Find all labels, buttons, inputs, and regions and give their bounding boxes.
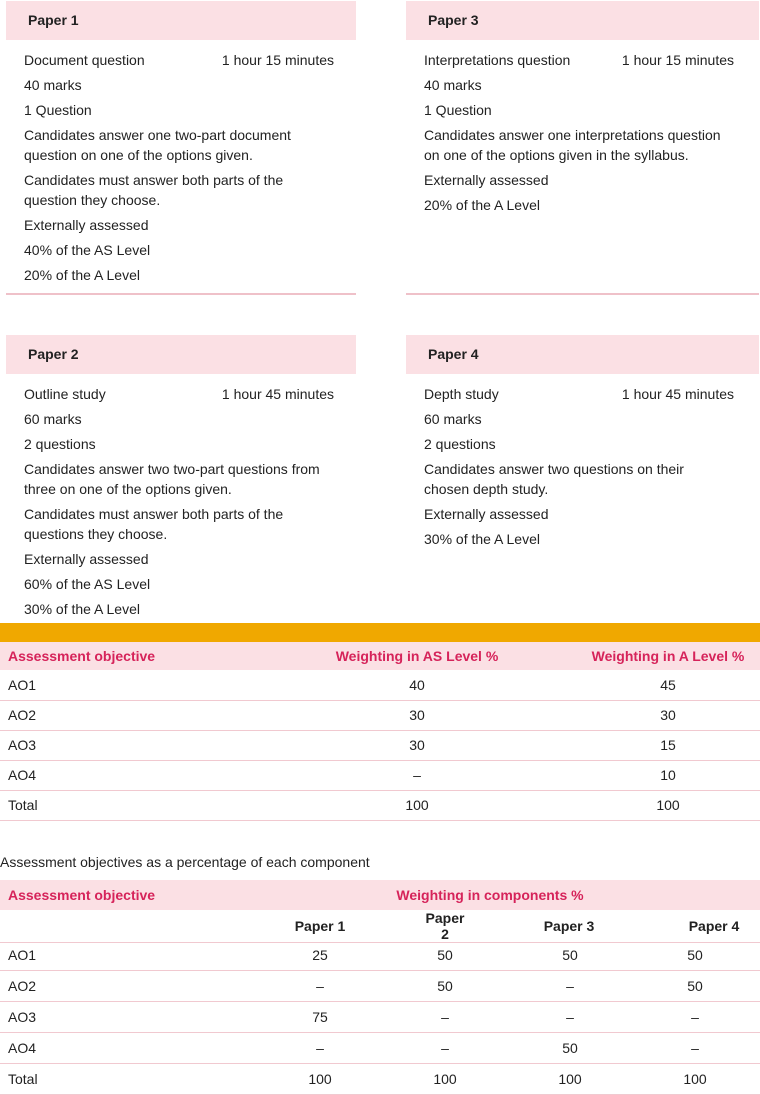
table-row xyxy=(0,670,760,700)
table-subheader-cell: Paper 4 xyxy=(668,910,760,943)
table-cell: AO4 xyxy=(0,760,258,790)
table-cell: Total xyxy=(0,790,258,820)
paper-type-row xyxy=(424,50,734,70)
table-cell: Total xyxy=(8,1071,38,1087)
table-row xyxy=(0,1002,760,1033)
paper-line: 2 questions xyxy=(24,436,96,452)
paper-line: 60% of the AS Level xyxy=(24,576,151,592)
paper-line: Externally assessed xyxy=(424,172,549,188)
paper-line: Externally assessed xyxy=(24,217,149,233)
paper-duration: 1 hour 15 minutes xyxy=(621,52,734,68)
paper-line: 1 Question xyxy=(24,102,92,118)
table-row xyxy=(0,790,760,820)
paper-line: Candidates must answer both parts of the questions they choose. xyxy=(24,506,284,542)
table-cell: 100 xyxy=(558,1071,582,1087)
table-cell: – xyxy=(258,760,576,790)
table-row xyxy=(0,730,760,760)
paper-title: Paper 1 xyxy=(6,1,356,40)
table-cell: – xyxy=(441,1040,449,1056)
table-header-cell: Weighting in A Level % xyxy=(576,642,760,670)
table-header-cell: Weighting in AS Level % xyxy=(258,642,576,670)
paper-type: Outline study xyxy=(24,386,106,402)
paper-2-box xyxy=(6,335,356,624)
paper-line: Candidates answer one two-part document question on one of the options given. xyxy=(24,127,291,163)
paper-line: 30% of the A Level xyxy=(24,601,140,617)
table-cell: 75 xyxy=(312,1009,328,1025)
table-header-cell: Weighting in components % xyxy=(220,880,760,910)
paper-type: Document question xyxy=(24,52,145,68)
table-cell: 100 xyxy=(258,790,576,820)
table-row xyxy=(0,700,760,730)
paper-line: 2 questions xyxy=(424,436,496,452)
paper-type-row xyxy=(24,50,334,70)
paper-1-box xyxy=(6,1,356,290)
table-cell: – xyxy=(566,1009,574,1025)
paper-line: 1 Question xyxy=(424,102,492,118)
table-cell: 30 xyxy=(258,700,576,730)
table-cell: 15 xyxy=(576,730,760,760)
table-cell: 10 xyxy=(576,760,760,790)
table-cell: – xyxy=(691,1040,699,1056)
table-cell: – xyxy=(441,1009,449,1025)
divider xyxy=(6,293,356,295)
table-cell: 30 xyxy=(576,700,760,730)
table-cell: AO2 xyxy=(0,700,258,730)
table-cell: 100 xyxy=(576,790,760,820)
table-cell: AO2 xyxy=(8,978,37,994)
table-cell: 100 xyxy=(433,1071,457,1087)
table-row xyxy=(0,1033,760,1064)
paper-duration: 1 hour 45 minutes xyxy=(621,386,734,402)
paper-line: 30% of the A Level xyxy=(424,531,540,547)
paper-line: 60 marks xyxy=(24,411,82,427)
paper-line: 60 marks xyxy=(424,411,482,427)
table-cell: – xyxy=(316,978,324,994)
table-subheader-cell: Paper 3 xyxy=(470,910,668,943)
paper-type: Depth study xyxy=(424,386,499,402)
table-header-row xyxy=(0,880,760,910)
table-subheader-row xyxy=(0,910,760,943)
component-weighting-table xyxy=(0,880,760,943)
component-table-body xyxy=(0,940,760,1095)
table-cell: 40 xyxy=(258,670,576,700)
table-header-cell: Assessment objective xyxy=(0,642,258,670)
paper-title: Paper 3 xyxy=(406,1,759,40)
paper-title: Paper 2 xyxy=(6,335,356,374)
table-cell: – xyxy=(566,978,574,994)
paper-line: Candidates must answer both parts of the question they choose. xyxy=(24,172,284,208)
table-cell: 50 xyxy=(437,978,453,994)
section-title: Assessment objectives as a percentage of each component xyxy=(0,854,370,870)
paper-line: Externally assessed xyxy=(424,506,549,522)
table-row xyxy=(0,760,760,790)
table-cell: 50 xyxy=(437,947,453,963)
table-row xyxy=(0,1064,760,1095)
table-cell: 100 xyxy=(683,1071,707,1087)
table-subheader-cell: Paper 2 xyxy=(420,910,470,943)
table-cell: 50 xyxy=(687,947,703,963)
table-cell xyxy=(0,910,220,943)
paper-line: 40 marks xyxy=(424,77,482,93)
paper-3-box xyxy=(406,1,759,220)
table-header-row xyxy=(0,642,760,670)
table-cell: 25 xyxy=(312,947,328,963)
table-cell: 30 xyxy=(258,730,576,760)
paper-line: Externally assessed xyxy=(24,551,149,567)
paper-line: 20% of the A Level xyxy=(24,267,140,283)
weighting-table xyxy=(0,642,760,821)
paper-line: 40% of the AS Level xyxy=(24,242,151,258)
paper-line: 20% of the A Level xyxy=(424,197,540,213)
table-cell: AO1 xyxy=(8,947,37,963)
table-cell: – xyxy=(316,1040,324,1056)
table-cell: AO3 xyxy=(8,1009,37,1025)
paper-title: Paper 4 xyxy=(406,335,759,374)
paper-type-row xyxy=(424,384,734,404)
paper-4-box xyxy=(406,335,759,554)
table-cell: 50 xyxy=(687,978,703,994)
table-cell: AO1 xyxy=(0,670,258,700)
table-subheader-cell: Paper 1 xyxy=(220,910,420,943)
paper-line: Candidates answer two questions on their chosen depth study. xyxy=(424,461,684,497)
table-cell: 45 xyxy=(576,670,760,700)
table-cell: AO4 xyxy=(8,1040,37,1056)
divider xyxy=(406,293,759,295)
paper-line: Candidates answer two two-part questions from three on one of the options given. xyxy=(24,461,320,497)
paper-line: Candidates answer one interpretations question on one of the options given in the syllabus. xyxy=(424,127,721,163)
table-header-cell: Assessment objective xyxy=(0,880,220,910)
gold-band xyxy=(0,623,760,642)
table-row xyxy=(0,971,760,1002)
paper-duration: 1 hour 45 minutes xyxy=(221,386,334,402)
table-cell: 50 xyxy=(562,1040,578,1056)
table-row xyxy=(0,940,760,971)
table-cell: – xyxy=(691,1009,699,1025)
paper-duration: 1 hour 15 minutes xyxy=(221,52,334,68)
table-cell: 50 xyxy=(562,947,578,963)
table-cell: AO3 xyxy=(0,730,258,760)
paper-type: Interpretations question xyxy=(424,52,571,68)
paper-type-row xyxy=(24,384,334,404)
table-cell: 100 xyxy=(308,1071,332,1087)
paper-line: 40 marks xyxy=(24,77,82,93)
